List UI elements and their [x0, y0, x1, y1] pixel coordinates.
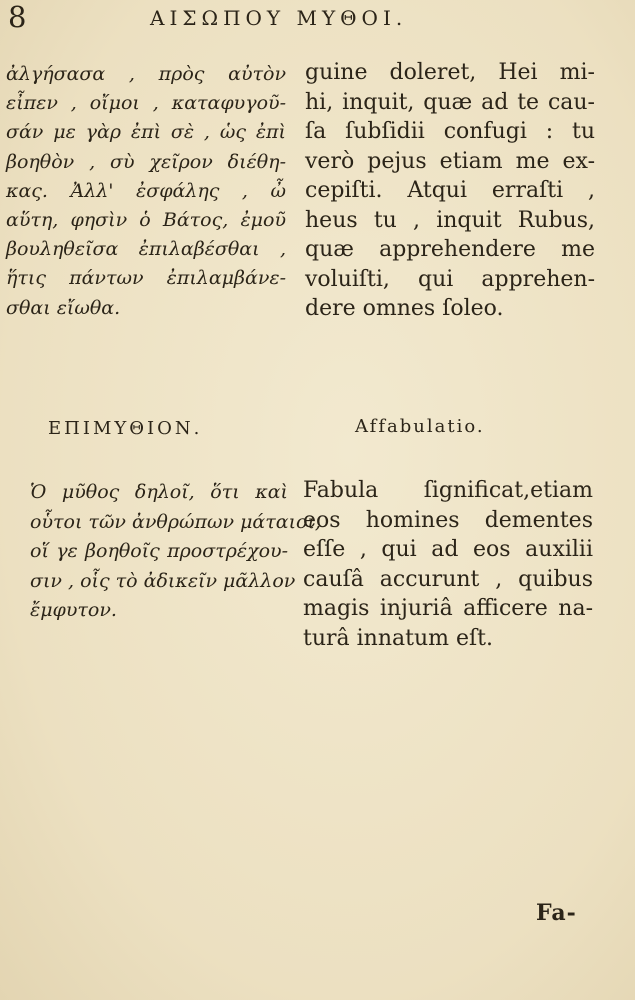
text-line: αὕτη, φησὶν ὁ Βάτος, ἐμοῦ — [6, 209, 286, 232]
latin-fable-text — [305, 58, 595, 324]
greek-fable-text — [6, 60, 286, 323]
text-line: quæ apprehendere me — [305, 237, 595, 262]
text-line: cauſâ accurunt , quibus — [303, 566, 593, 592]
text-line: ἀλγήσασα , πρὸς αὐτὸν — [6, 63, 286, 85]
text-line: hi, inquit, quæ ad te cau- — [305, 89, 595, 115]
text-line: ἥτις πάντων ἐπιλαμβάνε- — [6, 267, 286, 290]
latin-moral-text — [303, 476, 593, 653]
text-line: βοηθὸν , σὺ χεῖρον διέθη- — [6, 150, 286, 173]
greek-moral-text — [30, 478, 321, 626]
text-line: voluiſti, qui apprehen- — [305, 266, 595, 292]
text-line: οὗτοι τῶν ἀνθρώπων μάταιοι, — [30, 510, 321, 533]
text-line: βουληθεῖσα ἐπιλαβέσθαι , — [6, 238, 286, 261]
text-line: eſſe , qui ad eos auxilii — [303, 537, 593, 562]
text-line: cepiſti. Atqui erraſti , — [305, 178, 595, 203]
text-line: Fabula ſignificat,etiam — [303, 478, 593, 503]
text-line: ſa ſubſidii confugi : tu — [305, 119, 595, 144]
text-line: magis injuriâ afficere na- — [303, 596, 593, 621]
text-line: σάν με γὰρ ἐπὶ σὲ , ὡς ἐπὶ — [6, 121, 286, 144]
running-title: ΑΙΣΩΠΟΥ ΜΥΘΟΙ. — [150, 6, 408, 30]
text-line: σθαι εἴωθα. — [6, 296, 121, 319]
page-number: 8 — [8, 0, 27, 34]
text-line: eos homines dementes — [303, 507, 593, 533]
text-line: κας. Ἀλλ' ἐσφάλης , ὦ — [6, 179, 286, 202]
text-line: οἵ γε βοηθοῖς προστρέχου- — [30, 540, 288, 562]
text-line: ἔμφυτον. — [30, 599, 117, 621]
text-line: heus tu , inquit Rubus, — [305, 207, 595, 233]
text-line: verò pejus etiam me ex- — [305, 148, 595, 174]
latin-moral-heading: Affabulatio. — [355, 416, 485, 437]
text-line: dere omnes ſoleo. — [305, 296, 504, 321]
text-line: turâ innatum eſt. — [303, 625, 493, 651]
catchword: Fa- — [536, 900, 577, 926]
text-line: Ὁ μῦθος δηλοῖ, ὅτι καὶ — [30, 481, 288, 503]
text-line: guine doleret, Hei mi- — [305, 60, 595, 85]
greek-moral-heading: ΕΠΙΜΥΘΙΟΝ. — [48, 418, 203, 439]
text-line: σιν , οἷς τὸ ἀδικεῖν μᾶλλον — [30, 569, 296, 592]
text-line: εἶπεν , οἴμοι , καταφυγοῦ- — [6, 92, 286, 115]
